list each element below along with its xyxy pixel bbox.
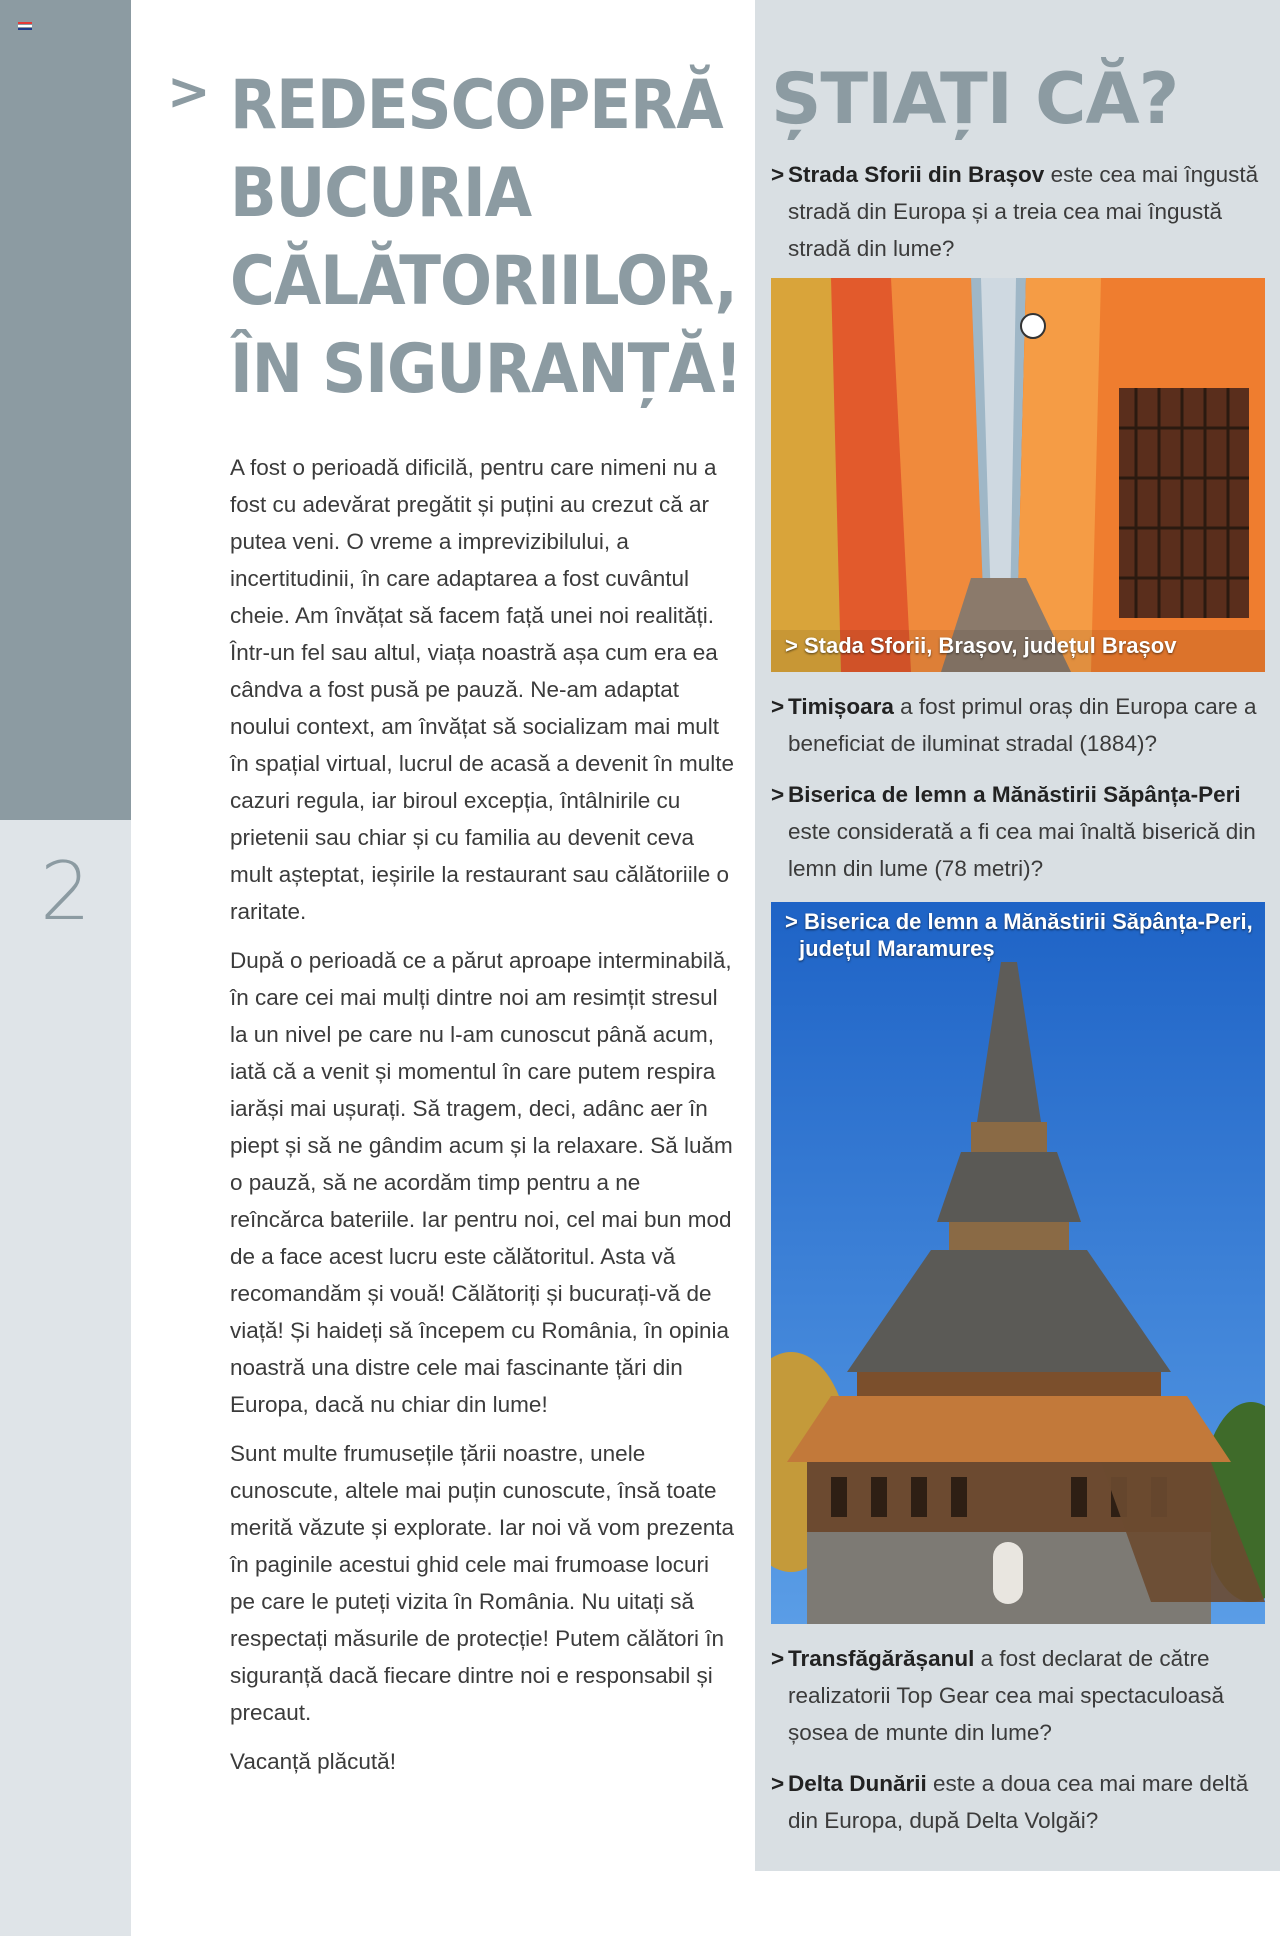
bullet-arrow-icon: > [771,694,785,719]
fact-text: este a doua cea mai mare deltă din Europa, după Delta Volgăi? [788,1771,1249,1833]
photo-biserica-sapanta-peri [771,902,1265,1624]
photo-caption [785,908,1253,962]
paragraph: Sunt multe frumusețile țării noastre, unele cunoscute, altele mai puțin cunoscute, însă toate merită văzute și explorate. Iar noi vă vom prezenta în paginile acestui ghid cele mai frumoase locuri pe care le puteți vizita în România. Nu uitați să respectați măsurile de protecție! Putem călători în siguranță dacă fiecare dintre noi e responsabil și precaut. [230,1441,734,1725]
fact-highlight: Transfăgărășanul [788,1646,975,1671]
fact-text: este considerată a fi cea mai înaltă biserică din lemn din lume (78 metri)? [788,819,1256,881]
headline-line: BUCURIA [230,154,532,233]
fact-text: a fost primul oraș din Europa care a beneficiat de iluminat stradal (1884)? [788,694,1257,756]
fact-highlight: Strada Sforii din Brașov [788,162,1045,187]
closing-line: Vacanță plăcută! [230,1749,396,1774]
page-number: 2 [40,845,91,938]
photo-caption-line: > Biserica de lemn a Mănăstirii Săpânța-Peri, [785,909,1253,934]
sidebar-title: ȘTIAȚI CĂ? [771,58,1179,140]
fact-highlight: Timișoara [788,694,894,719]
fact-item [771,156,1271,267]
fact-item [771,688,1271,762]
fact-highlight: Delta Dunării [788,1771,927,1796]
headline-line: ÎN SIGURANȚĂ! [230,330,742,409]
left-accent-strip [0,0,131,820]
fact-text: a fost declarat de către realizatorii Top Gear cea mai spectaculoasă șosea de munte din lume? [788,1646,1225,1745]
headline-line: CĂLĂTORIILOR, [230,242,737,321]
fact-text: este cea mai îngustă stradă din Europa și a treia cea mai îngustă stradă din lume? [788,162,1259,261]
photo-strada-sforii [771,278,1265,672]
main-column [131,0,755,1936]
headline-arrow-icon: > [167,62,211,122]
paragraph: După o perioadă ce a părut aproape interminabilă, în care cei mai mulți dintre noi am resimțit stresul la un nivel pe care nu l-am cunoscut până acum, iată că a venit și momentul în care putem respira iarăși mai ușurați. Să tragem, deci, adânc aer în piept și să ne gândim acum și la relaxare. Să luăm o pauză, să ne acordăm timp pentru a ne reîncărca bateriile. Iar pentru noi, cel mai bun mod de a face acest lucru este călătoritul. Asta vă recomandăm și vouă! Călătoriți și bucurați-vă de viață! Și haideți să începem cu România, în opinia noastră una distre cele mai fascinante țări din Europa, dacă nu chiar din lume! [230,948,733,1417]
paragraph: A fost o perioadă dificilă, pentru care nimeni nu a fost cu adevărat pregătit și puțini au crezut că ar putea veni. O vreme a imprevizibilului, a incertitudinii, în care adaptarea a fost cuvântul cheie. Am învățat să facem față unei noi realități. Într-un fel sau altul, viața noastră așa cum era ea cândva a fost pusă pe pauză. Ne-am adaptat noului context, am învățat să socializam mai mult în spațial virtual, lucrul de acasă a devenit în multe cazuri regula, iar biroul excepția, întâlnirile cu prietenii sau chiar și cu familia au devenit ceva mult așteptat, ieșirile la restaurant sau călătoriile o raritate. [230,455,735,924]
photo-caption: > Stada Sforii, Brașov, județul Brașov [785,633,1177,658]
bullet-arrow-icon: > [771,1771,785,1796]
fact-item [771,776,1271,887]
left-strip-lower [0,820,131,1936]
bullet-arrow-icon: > [771,1646,785,1671]
page-headline [230,62,742,414]
fact-item [771,1640,1271,1751]
flag-icon [18,22,32,29]
fact-highlight: Biserica de lemn a Mănăstirii Săpânța-Peri [788,782,1241,807]
headline-line: REDESCOPERĂ [230,66,723,145]
fact-item [771,1765,1271,1839]
photo-caption-line: județul Maramureș [799,936,995,961]
article-body [230,449,735,1792]
bullet-arrow-icon: > [771,162,785,187]
page-bottom-margin [755,1871,1280,1936]
did-you-know-panel [755,0,1280,1871]
bullet-arrow-icon: > [771,782,785,807]
